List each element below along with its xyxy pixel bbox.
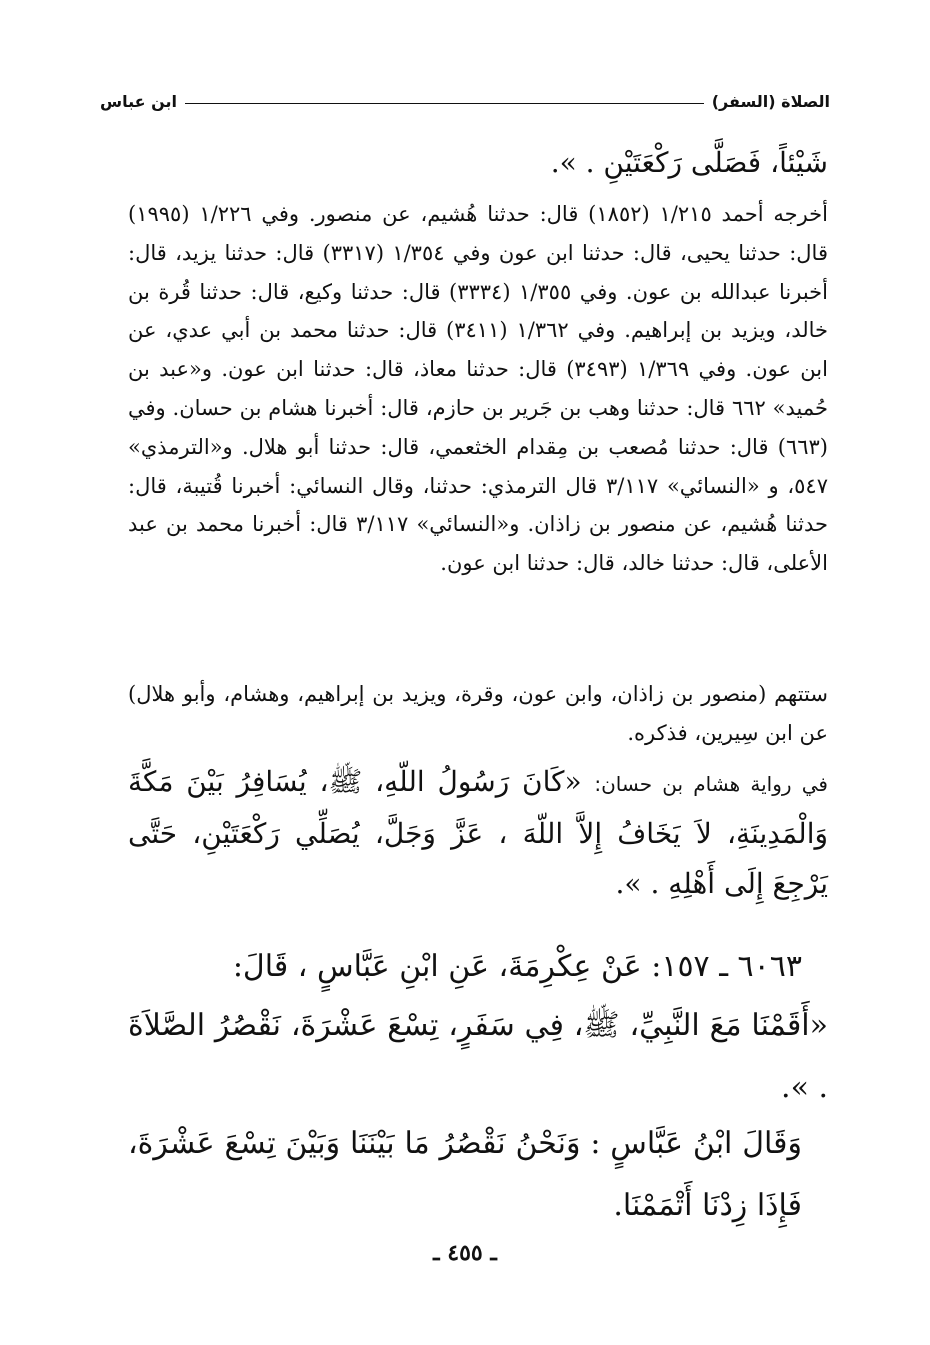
isnad-summary-paragraph: ستتهم (منصور بن زاذان، وابن عون، وقرة، ويزيد بن إبراهيم، وهشام، وأبو هلال) عن ابن سِيرين، فذكره. (128, 682, 828, 745)
running-header (100, 88, 830, 114)
narration-intro: في رواية هشام بن حسان: (594, 772, 828, 796)
hisham-narration-paragraph (128, 757, 828, 909)
header-chapter-title: الصلاة (السفر) (711, 91, 830, 111)
page-number: ـ ٤٥٥ ـ (433, 1240, 497, 1266)
hadith-number-line: ٦٠٦٣ ـ ١٥٧: عَنْ عِكْرِمَةَ، عَنِ ابْنِ عَبَّاسٍ ، قَالَ: (232, 949, 802, 984)
hadith-ending-line: شَيْئاً، فَصَلَّى رَكْعَتَيْنِ . ». (550, 146, 828, 179)
ibn-abbas-statement: وَقَالَ ابْنُ عَبَّاسٍ : وَنَحْنُ نَقْصُرُ مَا بَيْنَنَا وَبَيْنَ تِسْعَ عَشْرَةَ، فَإِذَا زِدْنَا أَتْمَمْنَا. (128, 1126, 802, 1223)
header-rule (185, 103, 704, 104)
header-narrator-title: ابن عباس (100, 91, 178, 111)
takhrij-paragraph: أخرجه أحمد ١/٢١٥ (١٨٥٢) قال: حدثنا هُشيم، عن منصور. وفي ١/٢٢٦ (١٩٩٥) قال: حدثنا يحيى، قال: حدثنا ابن عون وفي ١/٣٥٤ (٣٣١٧) قال: حدثنا يزيد، قال: أخبرنا عبدالله بن عون. وفي ١/٣٥٥ (٣٣٣٤) قال: حدثنا وكيع، قال: حدثنا قُرة بن خالد، ويزيد بن إبراهيم. وفي ١/٣٦٢ (٣٤١١) قال: حدثنا محمد بن أبي عدي، عن ابن عون. وفي ١/٣٦٩ (٣٤٩٣) قال: حدثنا معاذ، قال: حدثنا ابن عون. و«عبد بن حُميد» ٦٦٢ قال: حدثنا وهب بن جَرير بن حازم، قال: أخبرنا هشام بن حسان. وفي (٦٦٣) قال: حدثنا مُصعب بن مِقدام الخثعمي، قال: حدثنا أبو هلال. و«الترمذي» ٥٤٧، و «النسائي» ٣/١١٧ قال الترمذي: حدثنا، وقال النسائي: أخبرنا قُتيبة، قال: حدثنا هُشيم، عن منصور بن زاذان. و«النسائي» ٣/١١٧ قال: أخبرنا محمد بن عبد الأعلى، قال: حدثنا خالد، قال: حدثنا ابن عون. (128, 202, 828, 576)
narration-text: «كَانَ رَسُولُ اللّهِ، ﷺ، يُسَافِرُ بَيْنَ مَكَّةَ وَالْمَدِينَةِ، لاَ يَخَافُ إِلاَّ اللّهَ ، عَزَّ وَجَلَّ، يُصَلِّي رَكْعَتَيْنِ، حَتَّى يَرْجِعَ إِلَى أَهْلِهِ . ». (128, 765, 828, 900)
hadith-text: «أَقَمْنَا مَعَ النَّبِيِّ، ﷺ، فِي سَفَرٍ، تِسْعَ عَشْرَةَ، نَقْصُرُ الصَّلاَةَ . ». (128, 1008, 828, 1105)
